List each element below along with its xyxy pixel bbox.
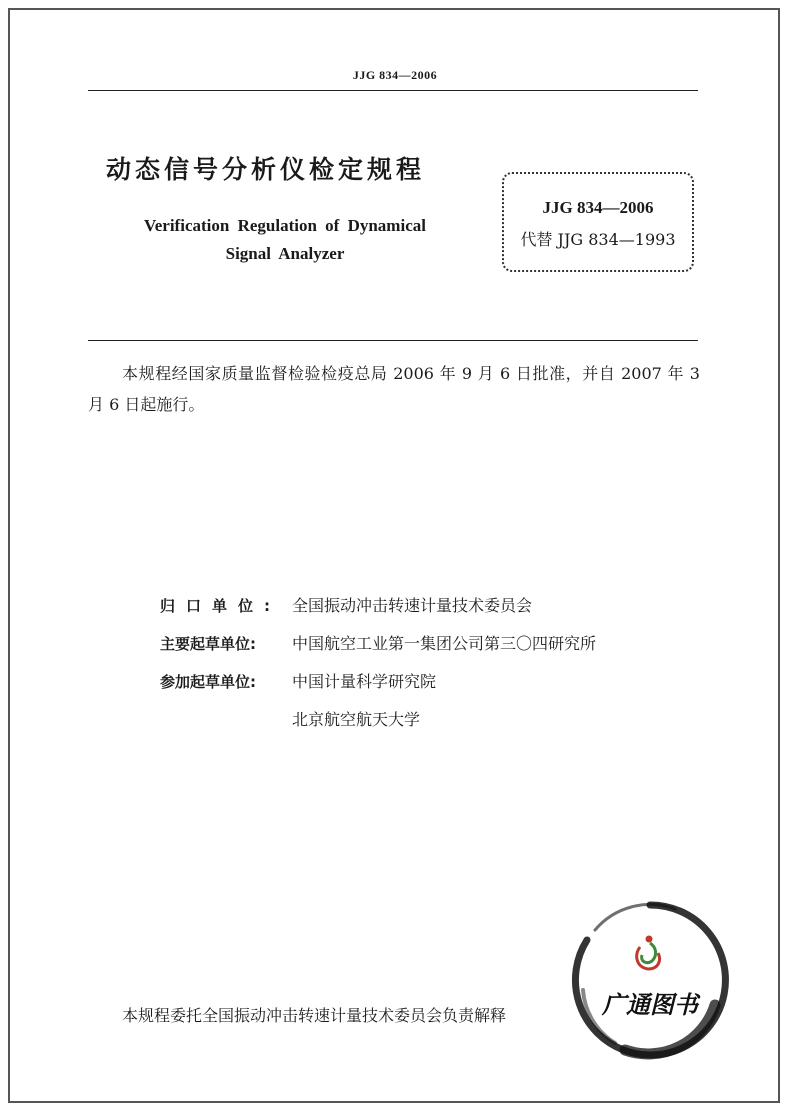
responsible-unit-value: 全国振动冲击转速计量技术委员会 xyxy=(292,596,533,615)
main-drafter-row xyxy=(160,632,596,670)
main-drafter-value: 中国航空工业第一集团公司第三〇四研究所 xyxy=(292,634,597,653)
top-rule xyxy=(88,90,698,91)
responsible-unit-row xyxy=(160,594,596,632)
english-title-line-2: Signal Analyzer xyxy=(225,244,345,263)
document-title-english xyxy=(100,212,470,268)
participant-row xyxy=(160,670,596,708)
replaced-standard: 代替 JJG 834—1993 xyxy=(520,230,676,249)
middle-rule xyxy=(88,340,698,341)
participant-value-1: 中国计量科学研究院 xyxy=(292,672,437,691)
english-title-line-1: Verification Regulation of Dynamical xyxy=(144,216,426,235)
standard-code: JJG 834—2006 xyxy=(542,198,654,217)
participant-value-2: 北京航空航天大学 xyxy=(292,710,421,729)
seal-text: 广通图书 xyxy=(602,990,698,1019)
participant-label: 参加起草单位: xyxy=(160,673,256,691)
responsible-unit-label: 归口单位: xyxy=(160,597,281,615)
document-title-chinese: 动态信号分析仪检定规程 xyxy=(106,155,426,184)
standard-code-box xyxy=(502,172,694,272)
interpretation-note: 本规程委托全国振动冲击转速计量技术委员会负责解释 xyxy=(122,1006,507,1025)
participant-row-2 xyxy=(160,708,596,746)
approval-statement: 本规程经国家质量监督检验检疫总局 2006 年 9 月 6 日批准，并自 2007 年 3 月 6 日起施行。 xyxy=(88,364,700,414)
drafting-units xyxy=(160,594,596,746)
standard-code-header: JJG 834—2006 xyxy=(352,68,438,82)
publisher-seal-logo xyxy=(565,895,735,1065)
main-drafter-label: 主要起草单位: xyxy=(160,635,256,653)
